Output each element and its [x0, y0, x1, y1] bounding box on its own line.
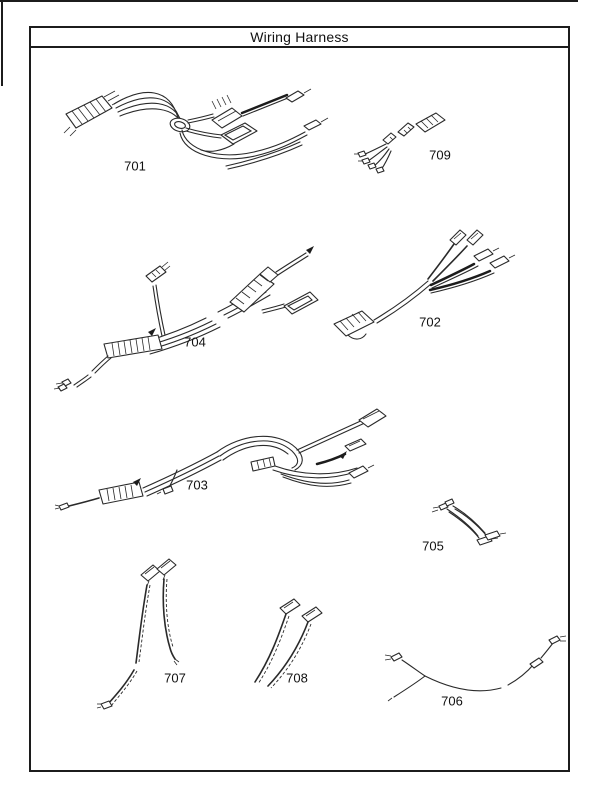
page-top-edge-line	[0, 0, 578, 2]
page-left-edge-line	[1, 0, 3, 86]
harness-706-drawing	[383, 636, 558, 716]
part-label-708: 708	[286, 670, 308, 686]
part-label-702: 702	[419, 314, 441, 330]
part-label-706: 706	[441, 693, 463, 709]
part-label-707: 707	[164, 670, 186, 686]
harness-709	[350, 106, 455, 182]
part-label-709: 709	[429, 147, 451, 163]
diagram-title-bar	[31, 28, 568, 48]
harness-701-drawing	[58, 78, 338, 173]
harness-709-drawing	[350, 106, 455, 182]
harness-707-drawing	[95, 558, 215, 713]
harness-704-drawing	[48, 238, 328, 390]
harness-707	[95, 558, 215, 713]
harness-703	[55, 406, 390, 526]
part-label-701: 701	[124, 158, 146, 174]
harness-701	[58, 78, 338, 173]
part-label-705: 705	[422, 538, 444, 554]
part-label-704: 704	[184, 334, 206, 350]
harness-704	[48, 238, 328, 390]
part-label-703: 703	[186, 477, 208, 493]
harness-706	[383, 636, 558, 716]
diagram-title: Wiring Harness	[250, 29, 349, 45]
harness-703-drawing	[55, 406, 390, 526]
